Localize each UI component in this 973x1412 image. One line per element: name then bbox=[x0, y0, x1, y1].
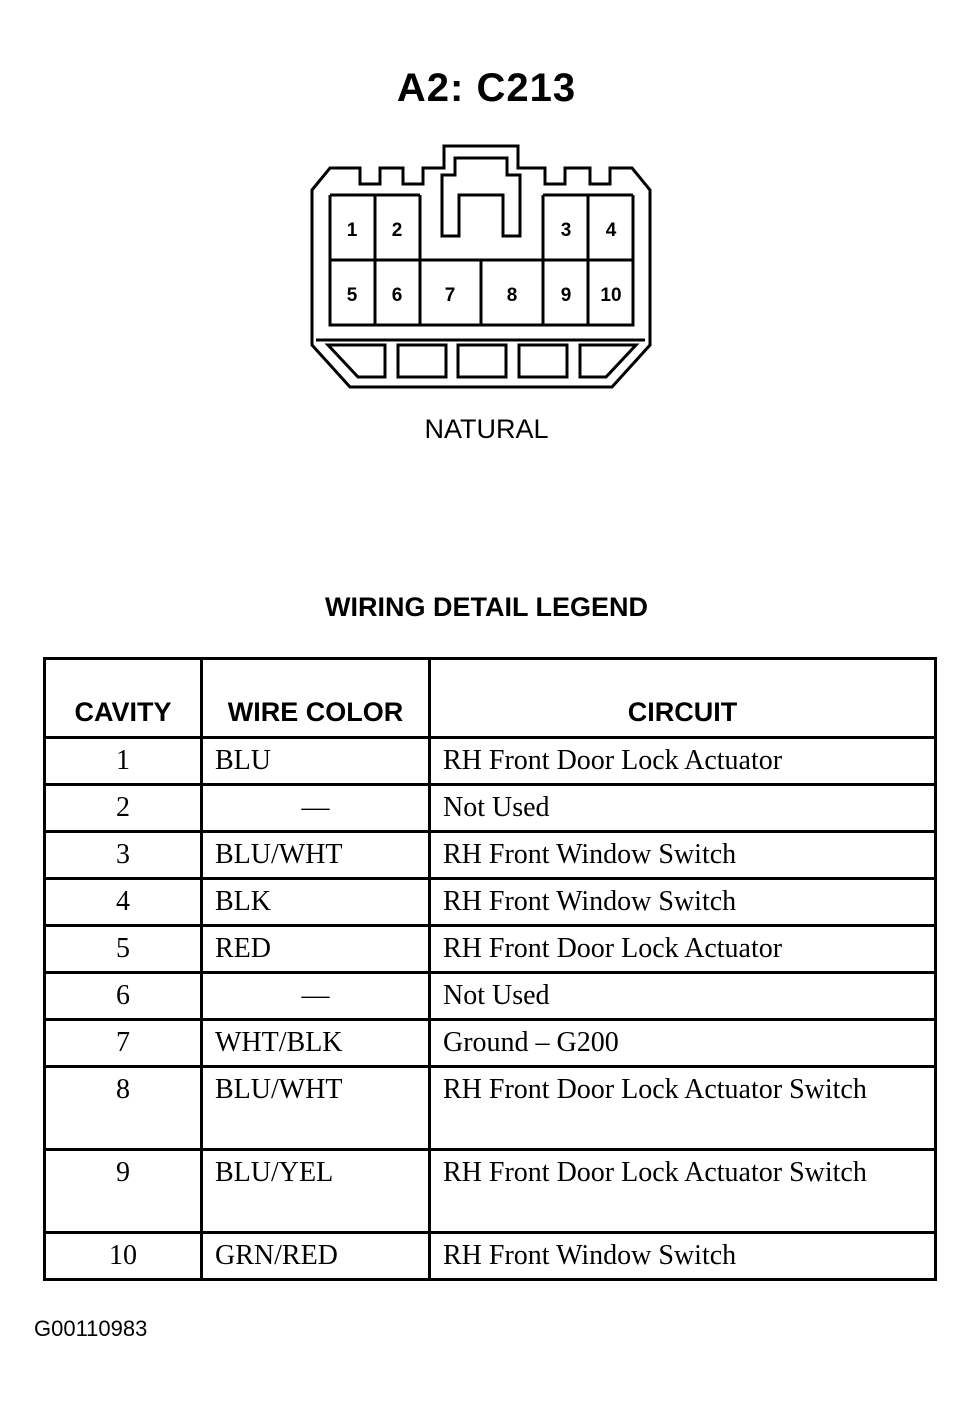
lock-tab bbox=[442, 158, 520, 236]
legend-row bbox=[45, 1067, 936, 1150]
header-circuit: CIRCUIT bbox=[430, 659, 936, 738]
legend-header-row bbox=[45, 659, 936, 738]
cell-cavity: 6 bbox=[45, 973, 202, 1020]
cell-cavity: 10 bbox=[45, 1233, 202, 1280]
cell-wire-color: GRN/RED bbox=[202, 1233, 430, 1280]
cell-wire-color: BLK bbox=[202, 879, 430, 926]
cell-wire-color: — bbox=[202, 785, 430, 832]
wiring-detail-legend-table bbox=[43, 657, 937, 1281]
legend-row bbox=[45, 1150, 936, 1233]
cell-cavity: 8 bbox=[45, 1067, 202, 1150]
cavity-label-2: 2 bbox=[391, 220, 403, 241]
legend-row bbox=[45, 785, 936, 832]
legend-row bbox=[45, 973, 936, 1020]
cell-wire-color: BLU/WHT bbox=[202, 832, 430, 879]
cavity-label-3: 3 bbox=[560, 220, 572, 241]
cell-circuit: RH Front Door Lock Actuator Switch bbox=[430, 1150, 936, 1233]
cell-cavity: 9 bbox=[45, 1150, 202, 1233]
cavity-label-8: 8 bbox=[506, 285, 518, 306]
cell-cavity: 3 bbox=[45, 832, 202, 879]
legend-title: WIRING DETAIL LEGEND bbox=[325, 592, 648, 622]
cell-cavity: 4 bbox=[45, 879, 202, 926]
cell-wire-color: WHT/BLK bbox=[202, 1020, 430, 1067]
legend-row bbox=[45, 1233, 936, 1280]
cell-cavity: 1 bbox=[45, 738, 202, 785]
connector-color-label: NATURAL bbox=[424, 414, 549, 444]
cell-wire-color: RED bbox=[202, 926, 430, 973]
connector-title: A2: C213 bbox=[396, 66, 577, 110]
cell-wire-color: — bbox=[202, 973, 430, 1020]
cell-circuit: RH Front Window Switch bbox=[430, 832, 936, 879]
legend-row bbox=[45, 738, 936, 785]
figure-id: G00110983 bbox=[34, 1316, 148, 1341]
legend-row bbox=[45, 926, 936, 973]
legend-row bbox=[45, 832, 936, 879]
cell-circuit: RH Front Window Switch bbox=[430, 879, 936, 926]
cell-circuit: RH Front Door Lock Actuator Switch bbox=[430, 1067, 936, 1150]
bottom-window-5 bbox=[580, 345, 636, 377]
cell-cavity: 2 bbox=[45, 785, 202, 832]
cell-circuit: RH Front Door Lock Actuator bbox=[430, 926, 936, 973]
cavity-label-4: 4 bbox=[605, 220, 617, 241]
cavity-label-10: 10 bbox=[600, 285, 622, 306]
cavity-label-1: 1 bbox=[346, 220, 358, 241]
connector-face-diagram bbox=[0, 0, 973, 460]
bottom-window-3 bbox=[458, 345, 506, 377]
cell-circuit: RH Front Door Lock Actuator bbox=[430, 738, 936, 785]
cell-circuit: RH Front Window Switch bbox=[430, 1233, 936, 1280]
header-wire-color: WIRE COLOR bbox=[202, 659, 430, 738]
cell-circuit: Not Used bbox=[430, 785, 936, 832]
cavity-label-5: 5 bbox=[346, 285, 358, 306]
cavity-label-7: 7 bbox=[444, 285, 456, 306]
cell-wire-color: BLU/WHT bbox=[202, 1067, 430, 1150]
cell-circuit: Ground – G200 bbox=[430, 1020, 936, 1067]
cell-circuit: Not Used bbox=[430, 973, 936, 1020]
legend-row bbox=[45, 1020, 936, 1067]
cell-cavity: 7 bbox=[45, 1020, 202, 1067]
cell-wire-color: BLU bbox=[202, 738, 430, 785]
header-cavity: CAVITY bbox=[45, 659, 202, 738]
cavity-label-9: 9 bbox=[560, 285, 572, 306]
legend-row bbox=[45, 879, 936, 926]
cell-wire-color: BLU/YEL bbox=[202, 1150, 430, 1233]
bottom-window-4 bbox=[519, 345, 567, 377]
cavity-grid bbox=[330, 195, 633, 325]
cell-cavity: 5 bbox=[45, 926, 202, 973]
cavity-label-6: 6 bbox=[391, 285, 403, 306]
bottom-window-2 bbox=[398, 345, 446, 377]
